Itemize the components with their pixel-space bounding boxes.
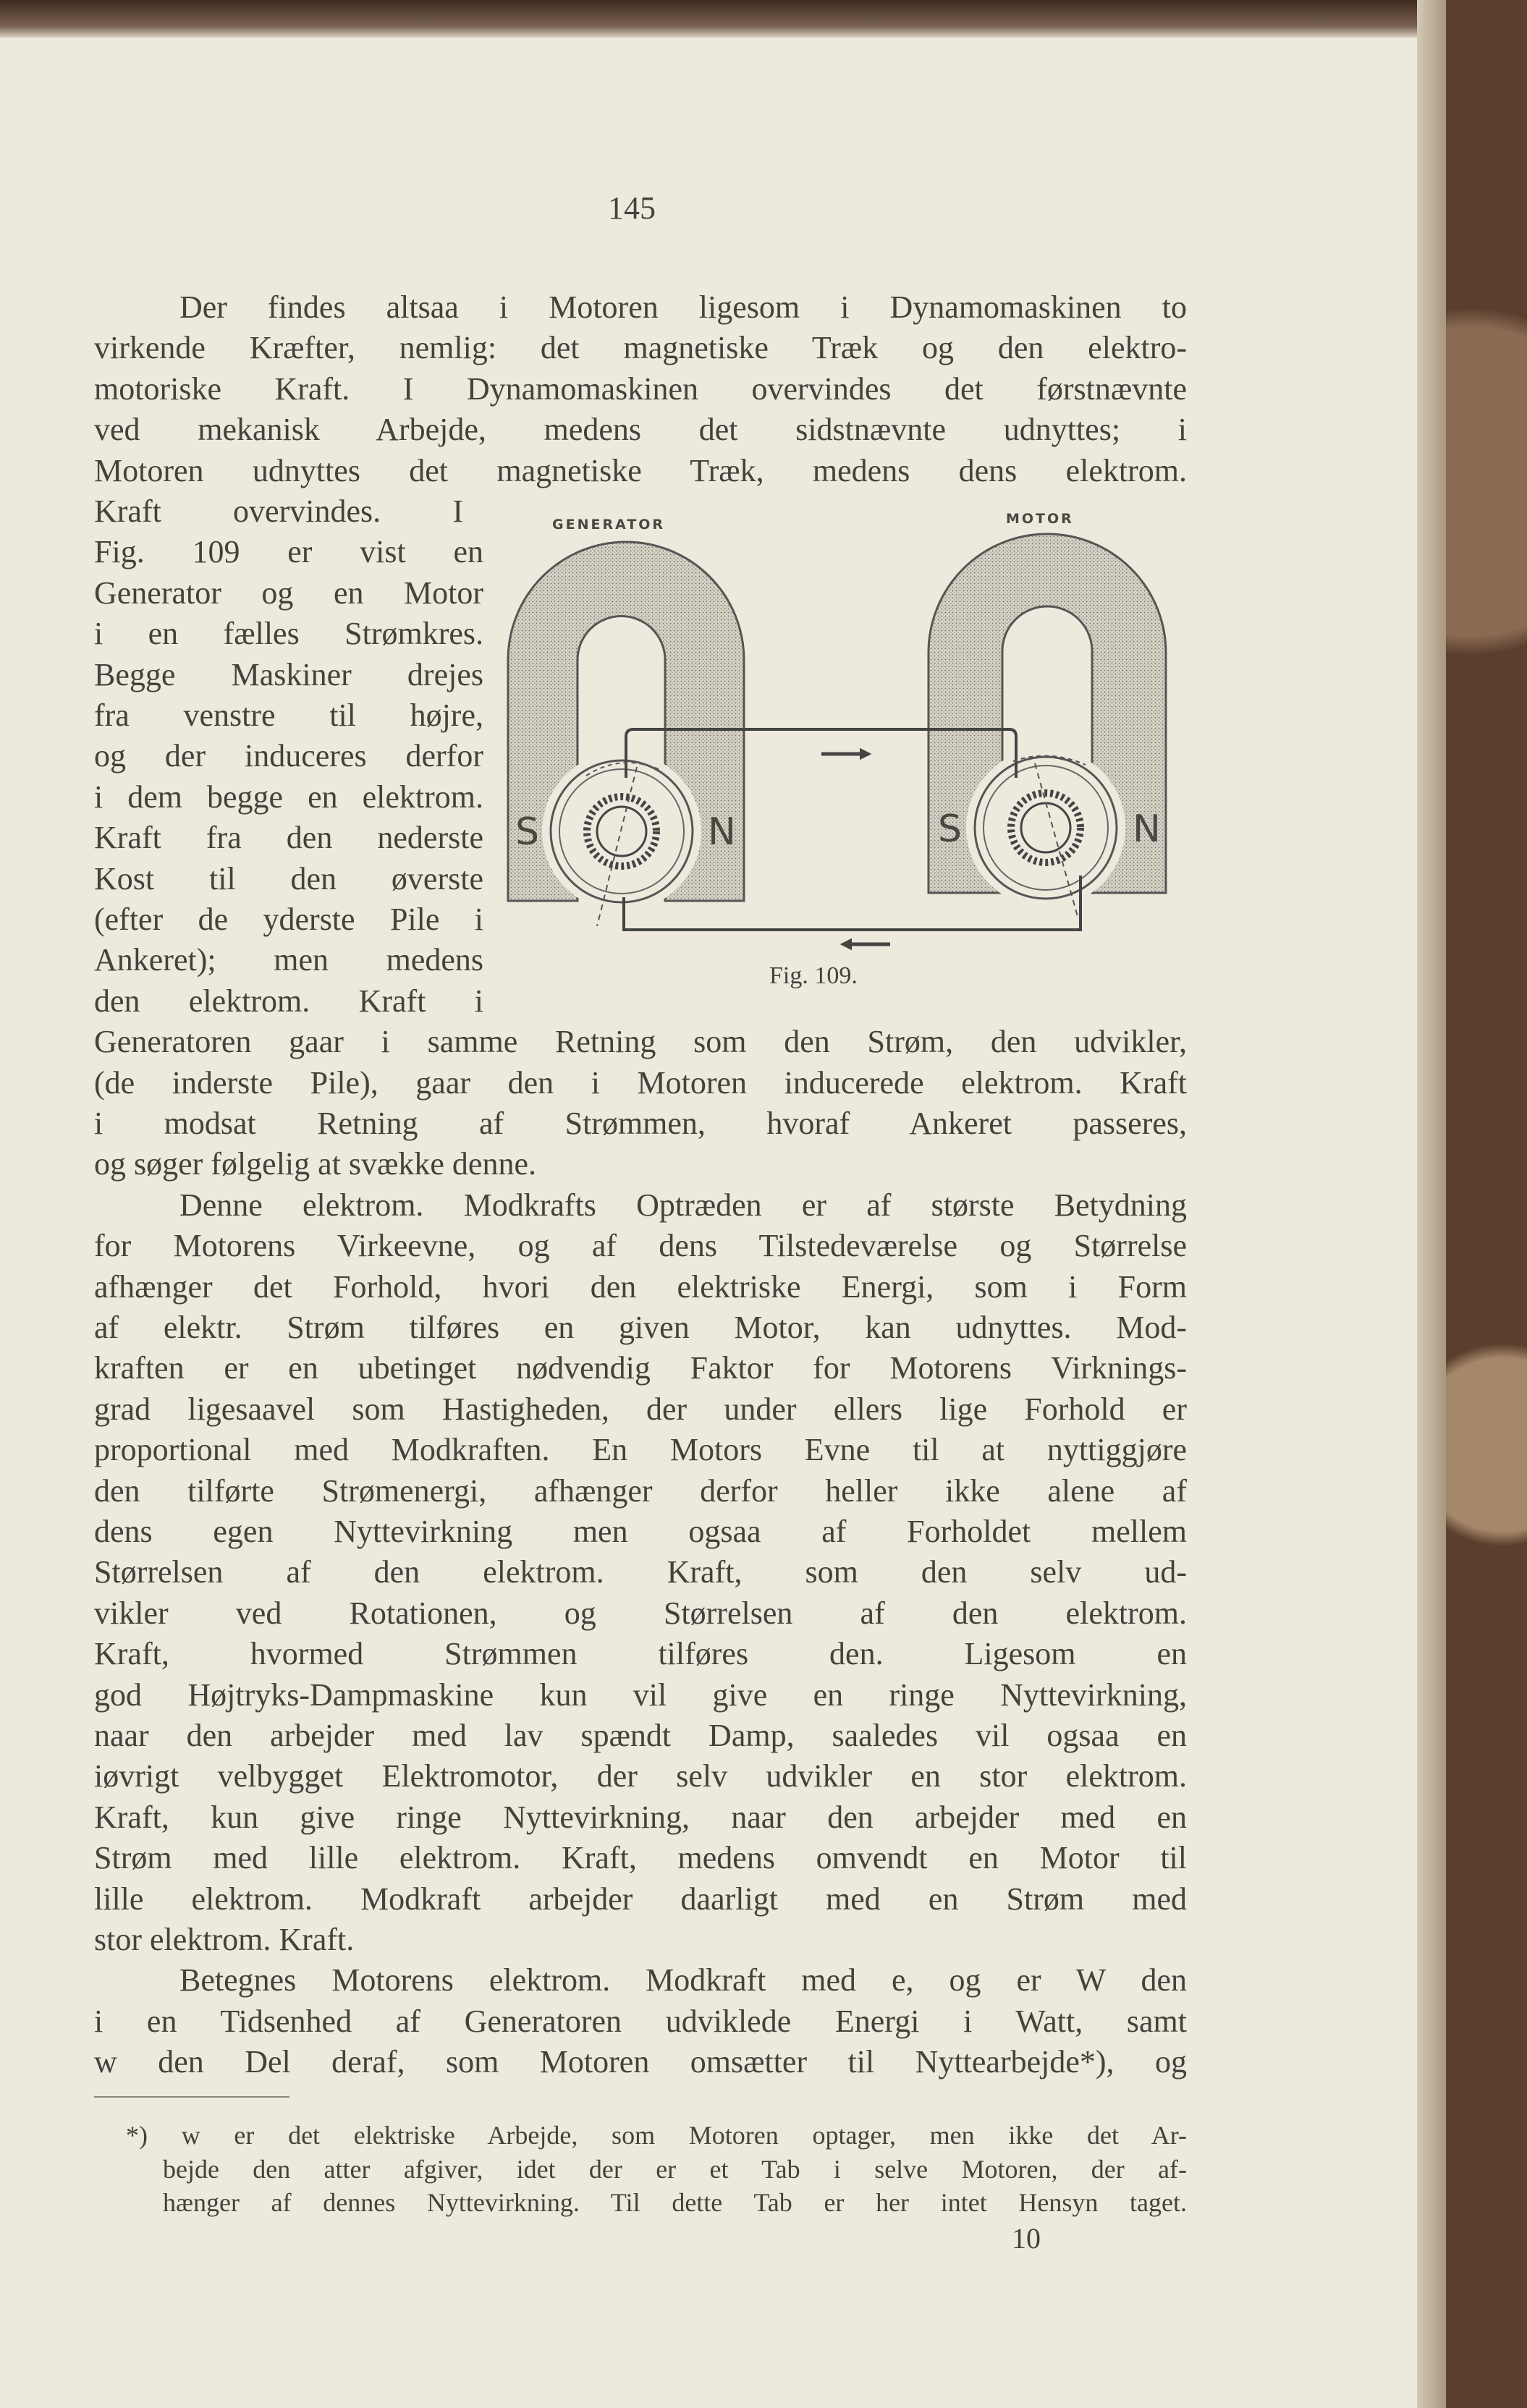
text-line: den tilførte Strømenergi, afhænger derfor heller ikke alene af [94, 1472, 1187, 1509]
text-line: Begge Maskiner drejes [94, 656, 483, 692]
motor-pole-s: S [938, 807, 965, 851]
figure-label-generator: GENERATOR [552, 517, 666, 533]
text-line: virkende Kræfter, nemlig: det magnetiske Træk og den elektro- [94, 330, 1187, 366]
footnote-line: hænger af dennes Nyttevirkning. Til dette Tab er her intet Hensyn taget. [163, 2188, 1187, 2217]
text-line: for Motorens Virkeevne, og af dens Tilstedeværelse og Størrelse [94, 1228, 1187, 1264]
text-line: og der induceres derfor [94, 738, 483, 774]
text-line: w den Del deraf, som Motoren omsætter til Nyttearbejde*), og [94, 2044, 1187, 2080]
text-line: den elektrom. Kraft i [94, 983, 483, 1019]
text-line: Kraft, hvormed Strømmen tilføres den. Ligesom en [94, 1636, 1187, 1672]
text-line: grad ligesaavel som Hastigheden, der under ellers lige Forhold er [94, 1391, 1187, 1427]
text-line: vikler ved Rotationen, og Størrelsen af den elektrom. [94, 1595, 1187, 1631]
text-line: og søger følgelig at svække denne. [94, 1146, 536, 1182]
text-line: (efter de yderste Pile i [94, 902, 483, 937]
text-line: Kraft fra den nederste [94, 820, 483, 856]
motor-pole-n: N [1133, 807, 1163, 851]
text-line: Kraft overvindes. I [94, 493, 463, 529]
text-line: Der findes altsaa i Motoren ligesom i Dynamomaskinen to [179, 289, 1187, 325]
text-line: ved mekanisk Arbejde, medens det sidstnævnte udnyttes; i [94, 412, 1187, 448]
text-line: Generator og en Motor [94, 575, 483, 611]
footnote-line: *) w er det elektriske Arbejde, som Motoren optager, men ikke det Ar- [126, 2121, 1187, 2150]
figure-caption: Fig. 109. [769, 962, 858, 989]
page-number: 145 [608, 190, 656, 226]
text-line: kraften er en ubetinget nødvendig Faktor for Motorens Virknings- [94, 1350, 1187, 1386]
text-line: Strøm med lille elektrom. Kraft, medens omvendt en Motor til [94, 1840, 1187, 1876]
text-line: afhænger det Forhold, hvori den elektriske Energi, som i Form [94, 1268, 1187, 1305]
text-line: Størrelsen af den elektrom. Kraft, som den selv ud- [94, 1554, 1187, 1590]
text-line: Kost til den øverste [94, 860, 483, 896]
motor-magnet [929, 534, 1166, 919]
footnote-line: bejde den atter afgiver, idet der er et Tab i selve Motoren, der af- [163, 2154, 1187, 2184]
footnote-rule [94, 2096, 289, 2098]
generator-pole-s: S [515, 810, 542, 854]
text-line: dens egen Nyttevirkning men ogsaa af Forholdet mellem [94, 1514, 1187, 1549]
text-line: iøvrigt velbygget Elektromotor, der selv udvikler en stor elektrom. [94, 1758, 1187, 1794]
text-line: stor elektrom. Kraft. [94, 1922, 355, 1957]
text-line: Fig. 109 er vist en [94, 534, 483, 570]
text-line: motoriske Kraft. I Dynamomaskinen overvindes det førstnævnte [94, 370, 1187, 407]
signature-mark: 10 [1012, 2222, 1041, 2255]
generator-pole-n: N [708, 810, 738, 854]
text-line: god Højtryks-Dampmaskine kun vil give en ringe Nyttevirkning, [94, 1676, 1187, 1713]
text-line: fra venstre til højre, [94, 698, 483, 733]
figure-label-motor: MOTOR [1006, 511, 1074, 527]
text-line: Ankeret); men medens [94, 942, 483, 978]
text-line: Motoren udnyttes det magnetiske Træk, medens dens elektrom. [94, 452, 1187, 488]
text-line: i en Tidsenhed af Generatoren udviklede Energi i Watt, samt [94, 2003, 1187, 2039]
text-line: Denne elektrom. Modkrafts Optræden er af største Betydning [179, 1187, 1187, 1223]
text-line: (de inderste Pile), gaar den i Motoren inducerede elektrom. Kraft [94, 1064, 1187, 1101]
text-line: af elektr. Strøm tilføres en given Motor, kan udnyttes. Mod- [94, 1310, 1187, 1345]
text-line: i dem begge en elektrom. [94, 779, 483, 815]
text-line: Betegnes Motorens elektrom. Modkraft med e, og er W den [179, 1962, 1187, 1998]
text-line: lille elektrom. Modkraft arbejder daarligt med en Strøm med [94, 1881, 1187, 1917]
text-line: Generatoren gaar i samme Retning som den Strøm, den udvikler, [94, 1024, 1187, 1060]
text-line: proportional med Modkraften. En Motors Evne til at nyttiggjøre [94, 1432, 1187, 1468]
text-line: Kraft, kun give ringe Nyttevirkning, naar den arbejder med en [94, 1799, 1187, 1835]
text-line: i en fælles Strømkres. [94, 616, 483, 652]
text-line: i modsat Retning af Strømmen, hvoraf Ankeret passeres, [94, 1106, 1187, 1141]
text-line: naar den arbejder med lav spændt Damp, saaledes vil ogsaa en [94, 1718, 1187, 1753]
